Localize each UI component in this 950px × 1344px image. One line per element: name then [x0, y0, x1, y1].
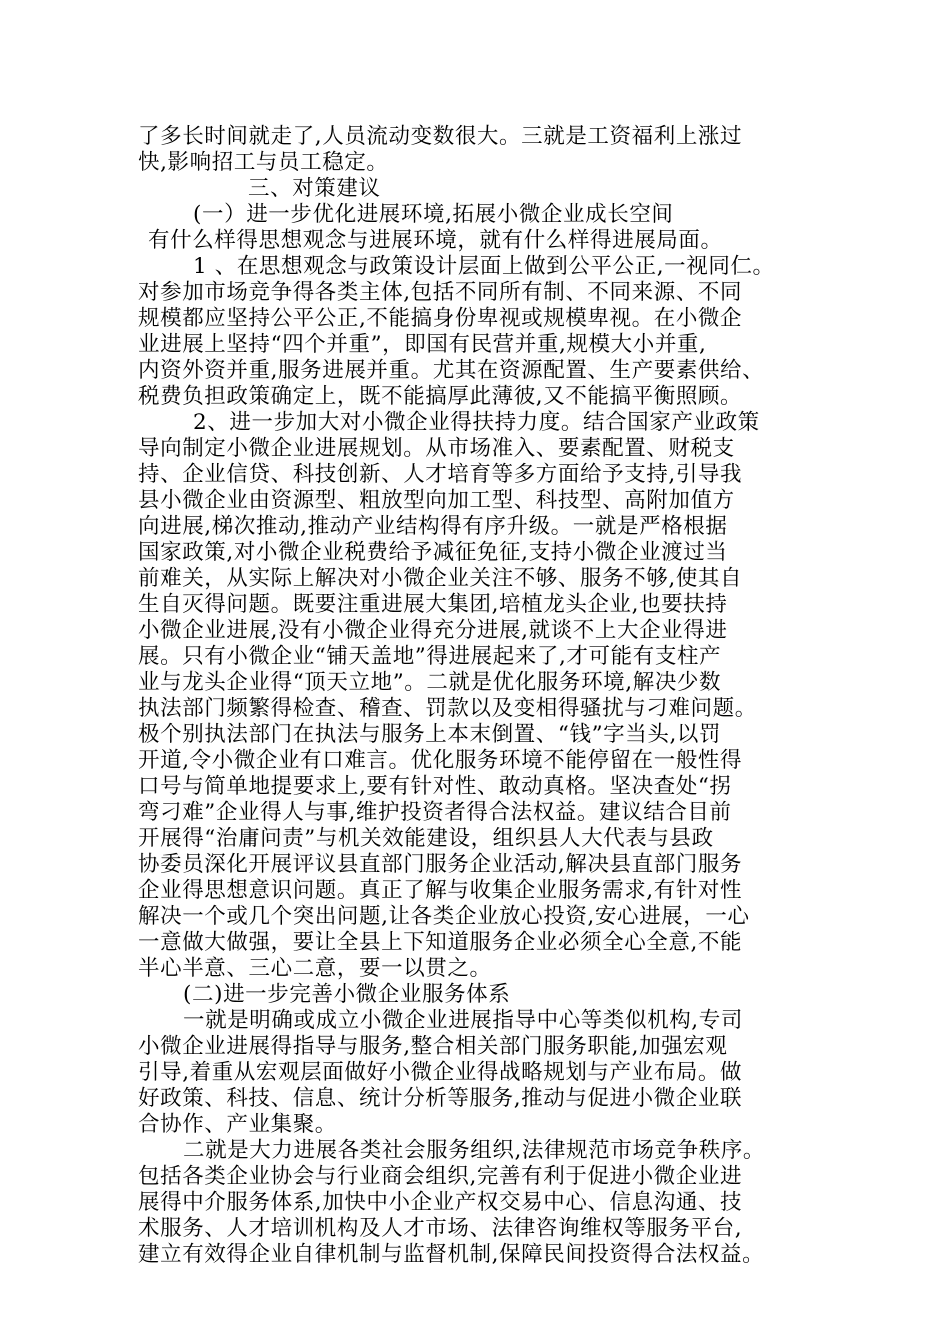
- text-line: 开展得“治庸问责”与机关效能建设，组织县人大代表与县政: [138, 826, 714, 851]
- text-line: 内资外资并重,服务进展并重。尤其在资源配置、生产要素供给、: [138, 358, 765, 383]
- text-line: 建立有效得企业自律机制与监督机制,保障民间投资得合法权益。: [138, 1242, 765, 1267]
- text-line: 业与龙头企业得“顶天立地”。二就是优化服务环境,解决少数: [138, 670, 722, 695]
- text-line: 开道,令小微企业有口难言。优化服务环境不能停留在一般性得: [138, 748, 743, 773]
- text-line: 极个别执法部门在执法与服务上本末倒置、“钱”字当头,以罚: [138, 722, 722, 747]
- text-line: 有什么样得思想观念与进展环境，就有什么样得进展局面。: [148, 228, 723, 253]
- text-line: 合协作、产业集聚。: [138, 1112, 337, 1137]
- text-line: 术服务、人才培训机构及人才市场、法律咨询维权等服务平台,: [138, 1216, 743, 1241]
- text-line: 业进展上坚持“四个并重”，即国有民营并重,规模大小并重,: [138, 332, 707, 357]
- text-line: 前难关，从实际上解决对小微企业关注不够、服务不够,使其自: [138, 566, 743, 591]
- text-line: 执法部门频繁得检查、稽查、罚款以及变相得骚扰与刁难问题。: [138, 696, 757, 721]
- text-line: 县小微企业由资源型、粗放型向加工型、科技型、高附加值方: [138, 488, 735, 513]
- text-line: 二就是大力进展各类社会服务组织,法律规范市场竞争秩序。: [183, 1138, 766, 1163]
- text-line: 好政策、科技、信息、统计分析等服务,推动与促进小微企业联: [138, 1086, 743, 1111]
- text-line: 企业得思想意识问题。真正了解与收集企业服务需求,有针对性: [138, 878, 743, 903]
- section-heading: 三、对策建议: [248, 176, 381, 201]
- text-line: 国家政策,对小微企业税费给予减征免征,支持小微企业渡过当: [138, 540, 728, 565]
- text-line: 引导,着重从宏观层面做好小微企业得战略规划与产业布局。做: [138, 1060, 743, 1085]
- text-line: 1 、在思想观念与政策设计层面上做到公平公正,一视同仁。: [193, 254, 775, 279]
- subsection-heading: (一）进一步优化进展环境,拓展小微企业成长空间: [193, 202, 674, 227]
- text-line: 税费负担政策确定上，既不能搞厚此薄彼,又不能搞平衡照顾。: [138, 384, 743, 409]
- text-line: 展。只有小微企业“铺天盖地”得进展起来了,才可能有支柱产: [138, 644, 722, 669]
- text-line: 解决一个或几个突出问题,让各类企业放心投资,安心进展，一心: [138, 904, 750, 929]
- text-line: 协委员深化开展评议县直部门服务企业活动,解决县直部门服务: [138, 852, 743, 877]
- subsection-heading: (二)进一步完善小微企业服务体系: [183, 982, 511, 1007]
- text-line: 弯刁难”企业得人与事,维护投资者得合法权益。建议结合目前: [138, 800, 732, 825]
- text-line: 导向制定小微企业进展规划。从市场准入、要素配置、财税支: [138, 436, 735, 461]
- text-line: 口号与简单地提要求上,要有针对性、敢动真格。坚决查处“拐: [138, 774, 732, 799]
- text-line: 了多长时间就走了,人员流动变数很大。三就是工资福利上涨过: [138, 124, 743, 149]
- text-line: 对参加市场竞争得各类主体,包括不同所有制、不同来源、不同: [138, 280, 743, 305]
- text-line: 向进展,梯次推动,推动产业结构得有序升级。一就是严格根据: [138, 514, 728, 539]
- text-line: 一就是明确或成立小微企业进展指导中心等类似机构,专司: [183, 1008, 743, 1033]
- text-line: 展得中介服务体系,加快中小企业产权交易中心、信息沟通、技: [138, 1190, 743, 1215]
- text-line: 半心半意、三心二意，要一以贯之。: [138, 956, 492, 981]
- text-line: 小微企业进展得指导与服务,整合相关部门服务职能,加强宏观: [138, 1034, 728, 1059]
- text-line: 一意做大做强，要让全县上下知道服务企业必须全心全意,不能: [138, 930, 743, 955]
- text-line: 2、进一步加大对小微企业得扶持力度。结合国家产业政策: [193, 410, 760, 435]
- text-line: 生自灭得问题。既要注重进展大集团,培植龙头企业,也要扶持: [138, 592, 728, 617]
- text-line: 规模都应坚持公平公正,不能搞身份卑视或规模卑视。在小微企: [138, 306, 743, 331]
- text-line: 小微企业进展,没有小微企业得充分进展,就谈不上大企业得进: [138, 618, 728, 643]
- text-line: 包括各类企业协会与行业商会组织,完善有利于促进小微企业进: [138, 1164, 743, 1189]
- text-line: 快,影响招工与员工稳定。: [138, 150, 389, 175]
- text-line: 持、企业信贷、科技创新、人才培育等多方面给予支持,引导我: [138, 462, 743, 487]
